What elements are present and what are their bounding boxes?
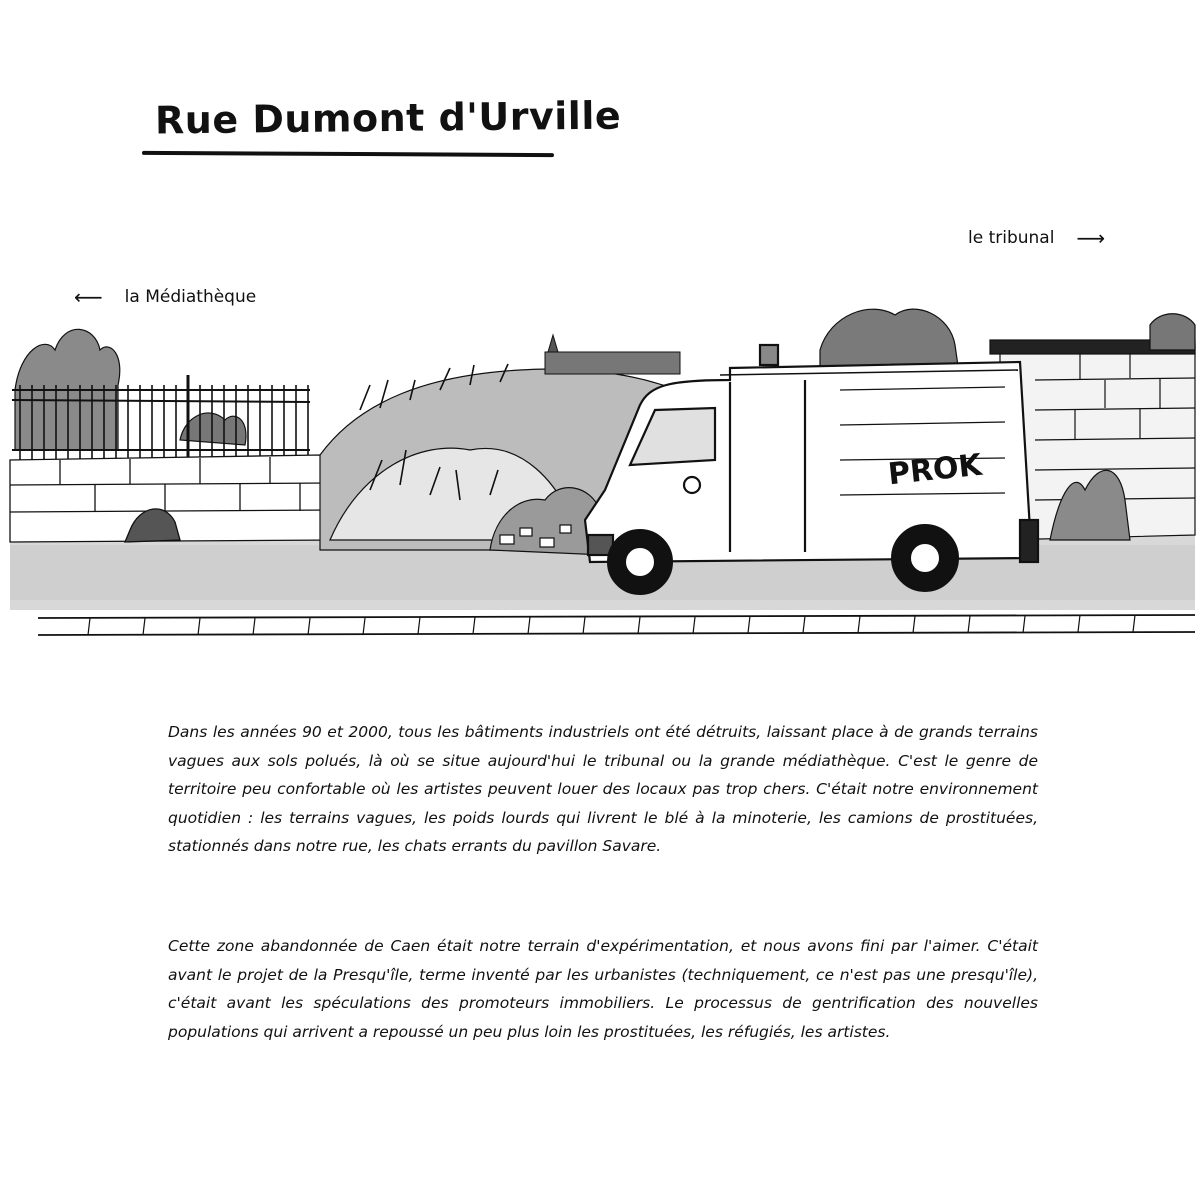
paragraph-2: Cette zone abandonnée de Caen était notre terrain d'expérimentation, et nous avons fini par l'aimer. C'était avant le projet de la Presqu'île, terme inventé par les urbanistes (techniquement, ce n'est pas une presqu'île), c'était avant les spéculations des promoteurs immobiliers. Le processus de gentrification des nouvelles populations qui arrivent a repoussé un peu plus loin les prostituées, les réfugiés, les artistes. — [168, 937, 1038, 1041]
direction-mediatheque-label: la Médiathèque — [124, 287, 257, 307]
title-underline — [142, 151, 554, 157]
left-stone-wall — [10, 455, 335, 542]
iron-fence — [12, 375, 310, 460]
direction-tribunal — [968, 228, 1105, 248]
page-title: Rue Dumont d'Urville — [154, 93, 622, 143]
van-beacon-icon — [760, 345, 778, 365]
direction-tribunal-label: le tribunal — [968, 228, 1055, 248]
arrow-left-icon: ⟵ — [74, 285, 103, 309]
arrow-right-icon: ⟶ — [1076, 226, 1106, 250]
paragraph-1: Dans les années 90 et 2000, tous les bâtiments industriels ont été détruits, laissant place à de grands terrains vagues aux sols polués, là où se situe aujourd'hui le tribunal ou la grande médiathèque. C'est le genre de territoire peu confortable où les artistes peuvent louer des locaux pas trop chers. C'était notre environnement quotidien : les terrains vagues, les poids lourds qui livrent le blé à la minoterie, les camions de prostituées, stationnés dans notre rue, les chats errants du pavillon Savare. — [168, 723, 1038, 855]
street-illustration — [0, 290, 1200, 650]
van-graffiti: PROK — [886, 447, 984, 493]
distant-building — [545, 335, 680, 374]
sidewalk-curb — [38, 615, 1195, 635]
